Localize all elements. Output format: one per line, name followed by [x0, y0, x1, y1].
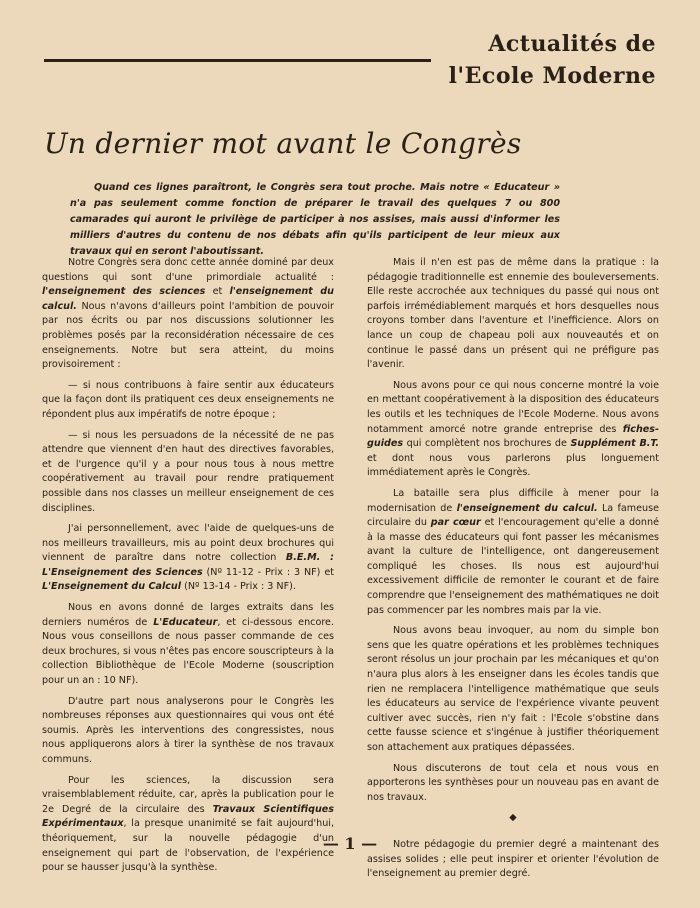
right-paragraph-4: Nous avons beau invoquer, au nom du simple bon sens que les quatre opérations et les problèmes techniques seront résolus un jour prochain par les mécaniques et qu'on n'aura plus alors à les enseigner dans les écoles tandis que rien ne remplacera l'intelligence mathématique que seuls les éducateurs au service de l'expérience vivante peuvent cultiver avec succès, rien n'y fait : l'Ecole s'obstine dans cette fausse science et s'ingénue à justifier théoriquement son attachement aux pratiques dépassées.: [367, 625, 659, 753]
right-paragraph-6: Notre pédagogie du premier degré a maintenant des assises solides ; elle peut inspirer et orienter l'évolution de l'enseignement au premier degré.: [367, 838, 659, 880]
right-paragraph-1: Mais il n'en est pas de même dans la pratique : la pédagogie traditionnelle est ennemie des bouleversements. Elle reste accrochée aux techniques du passé qui nous ont parfois irrémédiablement marqués et hors desquelles nous croyons tomber dans l'aventure et l'inefficience. Alors on lance un coup de chapeau poli aux nouveautés et on continue le passé dans un présent qui ne préfigure pas l'avenir.: [367, 257, 659, 371]
left-paragraph-3: — si nous les persuadons de la nécessité de ne pas attendre que viennent d'en haut des directives favorables, et de l'urgence qu'il y a pour nous tous à nous mettre coopérativement au travail pour rendre pratiquement possible dans nos classes un meilleur enseignement de ces disciplines.: [42, 429, 334, 514]
section-title-line-2: l'Ecole Moderne: [448, 63, 656, 89]
left-paragraph-1: Notre Congrès sera donc cette année dominé par deux questions qui sont d'une primordiale actualité : l'enseignement des sciences et l'enseignement du calcul. Nous n'avons d'ailleurs point l'ambition de pouvoir par nos écrits ou par nos discussions solutionner les problèmes posés par la reconsidération nécessaire de ces enseignements. Notre but sera atteint, du moins provisoirement :: [42, 257, 334, 371]
intro-paragraph: Quand ces lignes paraîtront, le Congrès sera tout proche. Mais notre « Educateur » n'a pas seulement comme fonction de préparer le travail des quelques 7 ou 800 camarades qui auront le privilège de participer à nos assises, mais aussi d'informer les milliers d'autres du contenu de nos débats afin qu'ils participent de leur mieux aux travaux qui en seront l'aboutissant.: [70, 182, 560, 257]
section-title-line-1: Actualités de: [488, 31, 656, 57]
right-paragraph-5: Nous discuterons de tout cela et nous vous en apporterons les synthèses pour un nouveau pas en avant de nos travaux.: [367, 762, 659, 803]
left-paragraph-4: J'ai personnellement, avec l'aide de quelques-uns de nos meilleurs travailleurs, mis au point deux brochures qui viennent de paraître dans notre collection B.E.M. : L'Enseignement des Sciences (Nº 11-12 - Prix : 3 NF) et L'Enseignement du Calcul (Nº 13-14 - Prix : 3 NF).: [42, 523, 334, 593]
left-paragraph-7: Pour les sciences, la discussion sera vraisemblablement réduite, car, après la publication pour le 2e Degré de la circulaire des Travaux Scientifiques Expérimentaux, la presque unanimité se fait aujourd'hui, théoriquement, sur la nouvelle pédagogie d'un enseignement qui part de l'observation, de l'expérience pour se hausser jusqu'à la synthèse.: [42, 774, 334, 874]
article-title: Un dernier mot avant le Congrès: [44, 127, 522, 160]
right-column: [367, 256, 659, 888]
left-paragraph-5: Nous en avons donné de larges extraits dans les derniers numéros de L'Educateur, et ci-dessous encore. Nous vous conseillons de nous passer commande de ces deux brochures, si vous n'êtes pas encore souscripteurs à la collection Bibliothèque de l'Ecole Moderne (souscription pour un an : 10 NF).: [42, 602, 334, 687]
section-title: [449, 28, 656, 92]
left-paragraph-2: — si nous contribuons à faire sentir aux éducateurs que la façon dont ils pratiquent ces deux enseignements ne répondent plus aux impératifs de notre époque ;: [42, 379, 334, 420]
section-separator: ◆: [509, 812, 517, 824]
right-paragraph-3: La bataille sera plus difficile à mener pour la modernisation de l'enseignement du calcul. La fameuse circulaire du par cœur et l'encouragement qu'elle a donné à la masse des éducateurs qui font passer les mécanismes avant la culture de l'intelligence, ont dangereusement compliqué les choses. Ils nous est aujourd'hui excessivement difficile de remonter le courant et de faire comprendre que l'enseignement des mathématiques ne doit pas commencer par les nombres mais par la vie.: [367, 487, 659, 616]
article-intro: [70, 180, 560, 260]
page-number: — 1 —: [322, 834, 378, 853]
header-rule: [44, 59, 431, 62]
right-paragraph-2: Nous avons pour ce qui nous concerne montré la voie en mettant coopérativement à la disposition des éducateurs les outils et les techniques de l'Ecole Moderne. Nous avons notamment amorcé notre grande entreprise des fiches-guides qui complètent nos brochures de Supplément B.T. et dont nous vous parlerons plus longuement immédiatement après le Congrès.: [367, 379, 659, 479]
left-paragraph-6: D'autre part nous analyserons pour le Congrès les nombreuses réponses aux questionnaires qui vous ont été soumis. Après les interventions des congressistes, nous nous appliquerons alors à tirer la synthèse de nos travaux communs.: [42, 695, 334, 765]
left-column: [42, 256, 334, 882]
